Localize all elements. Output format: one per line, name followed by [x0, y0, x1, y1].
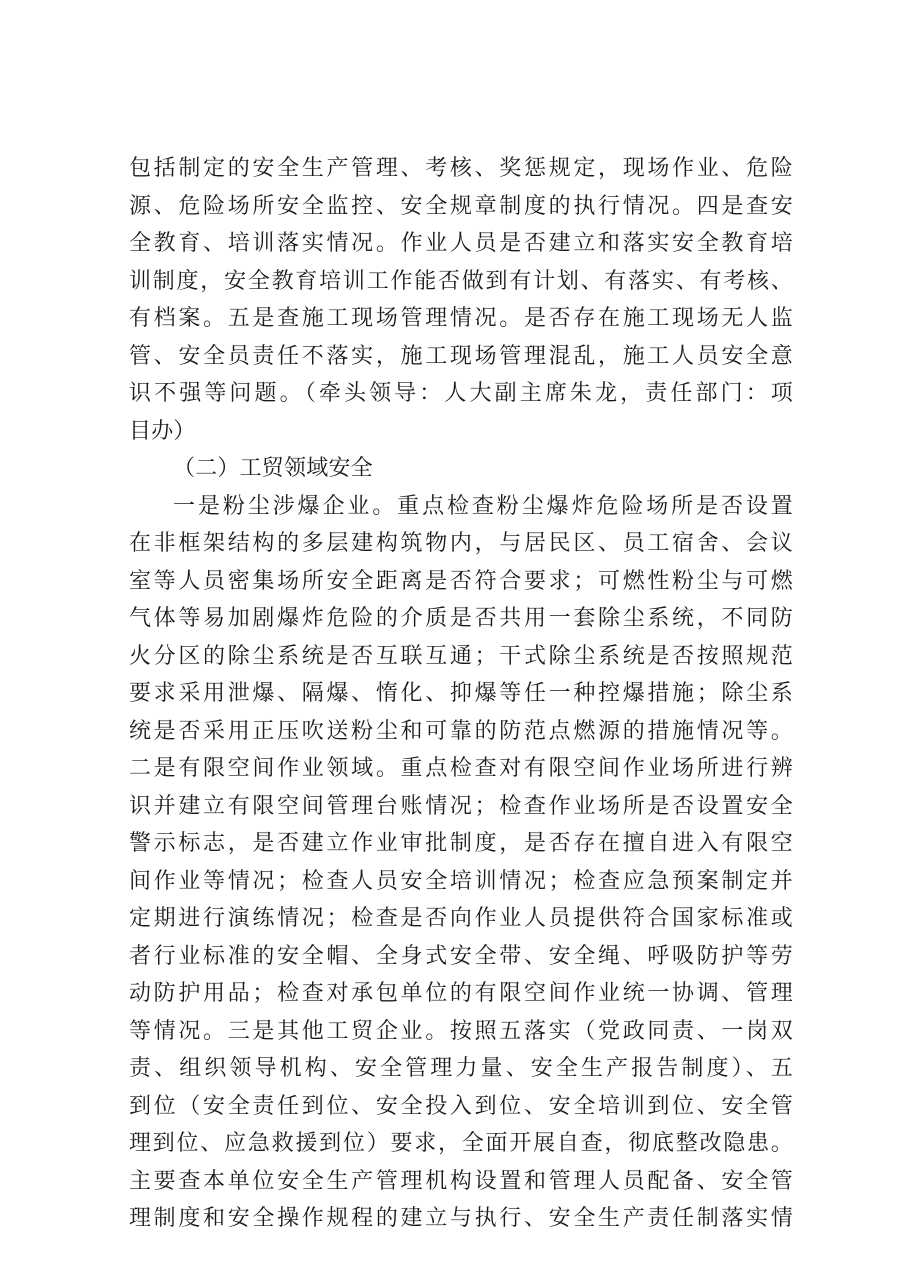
- text-line: 统是否采用正压吹送粉尘和可靠的防范点燃源的措施情况等。: [129, 718, 793, 744]
- text-line: 气体等易加剧爆炸危险的介质是否共用一套除尘系统，不同防: [129, 606, 793, 631]
- text-line: 间作业等情况；检查人员安全培训情况；检查应急预案制定并: [129, 868, 793, 894]
- text-line: 识并建立有限空间管理台账情况；检查作业场所是否设置安全: [129, 793, 793, 819]
- text-line: 在非框架结构的多层建构筑物内，与居民区、员工宿舍、会议: [129, 531, 793, 556]
- text-line: 等情况。三是其他工贸企业。按照五落实（党政同责、一岗双: [129, 1018, 793, 1044]
- text-line: 管、安全员责任不落实，施工现场管理混乱，施工人员安全意: [129, 343, 793, 369]
- text-line: 包括制定的安全生产管理、考核、奖惩规定，现场作业、危险: [129, 156, 793, 181]
- section-heading: （二）工贸领域安全: [173, 456, 373, 481]
- text-line: 理制度和安全操作规程的建立与执行、安全生产责任制落实情: [129, 1206, 793, 1231]
- text-line: 源、危险场所安全监控、安全规章制度的执行情况。四是查安: [129, 193, 793, 219]
- text-line: 训制度，安全教育培训工作能否做到有计划、有落实、有考核、: [129, 268, 793, 294]
- text-line: 火分区的除尘系统是否互联互通；干式除尘系统是否按照规范: [129, 643, 793, 669]
- text-line: 目办）: [129, 418, 196, 444]
- text-line: 理到位、应急救援到位）要求，全面开展自查，彻底整改隐患。: [129, 1131, 793, 1156]
- text-line: 全教育、培训落实情况。作业人员是否建立和落实安全教育培: [129, 231, 793, 256]
- text-line: 到位（安全责任到位、安全投入到位、安全培训到位、安全管: [129, 1093, 793, 1119]
- text-line: 一是粉尘涉爆企业。重点检查粉尘爆炸危险场所是否设置: [173, 493, 793, 519]
- text-line: 有档案。五是查施工现场管理情况。是否存在施工现场无人监: [129, 306, 793, 331]
- text-line: 警示标志，是否建立作业审批制度，是否存在擅自进入有限空: [129, 831, 793, 856]
- text-line: 责、组织领导机构、安全管理力量、安全生产报告制度）、五: [129, 1056, 793, 1081]
- text-line: 主要查本单位安全生产管理机构设置和管理人员配备、安全管: [129, 1168, 793, 1194]
- text-line: 识不强等问题。（牵头领导：人大副主席朱龙，责任部门：项: [129, 381, 793, 406]
- text-line: 室等人员密集场所安全距离是否符合要求；可燃性粉尘与可燃: [129, 568, 793, 594]
- text-line: 动防护用品；检查对承包单位的有限空间作业统一协调、管理: [129, 981, 793, 1006]
- text-line: 二是有限空间作业领域。重点检查对有限空间作业场所进行辨: [129, 756, 793, 781]
- text-line: 要求采用泄爆、隔爆、惰化、抑爆等任一种控爆措施；除尘系: [129, 681, 793, 706]
- text-line: 者行业标准的安全帽、全身式安全带、安全绳、呼吸防护等劳: [129, 943, 793, 969]
- text-line: 定期进行演练情况；检查是否向作业人员提供符合国家标准或: [129, 906, 793, 931]
- body-text: [129, 150, 793, 1238]
